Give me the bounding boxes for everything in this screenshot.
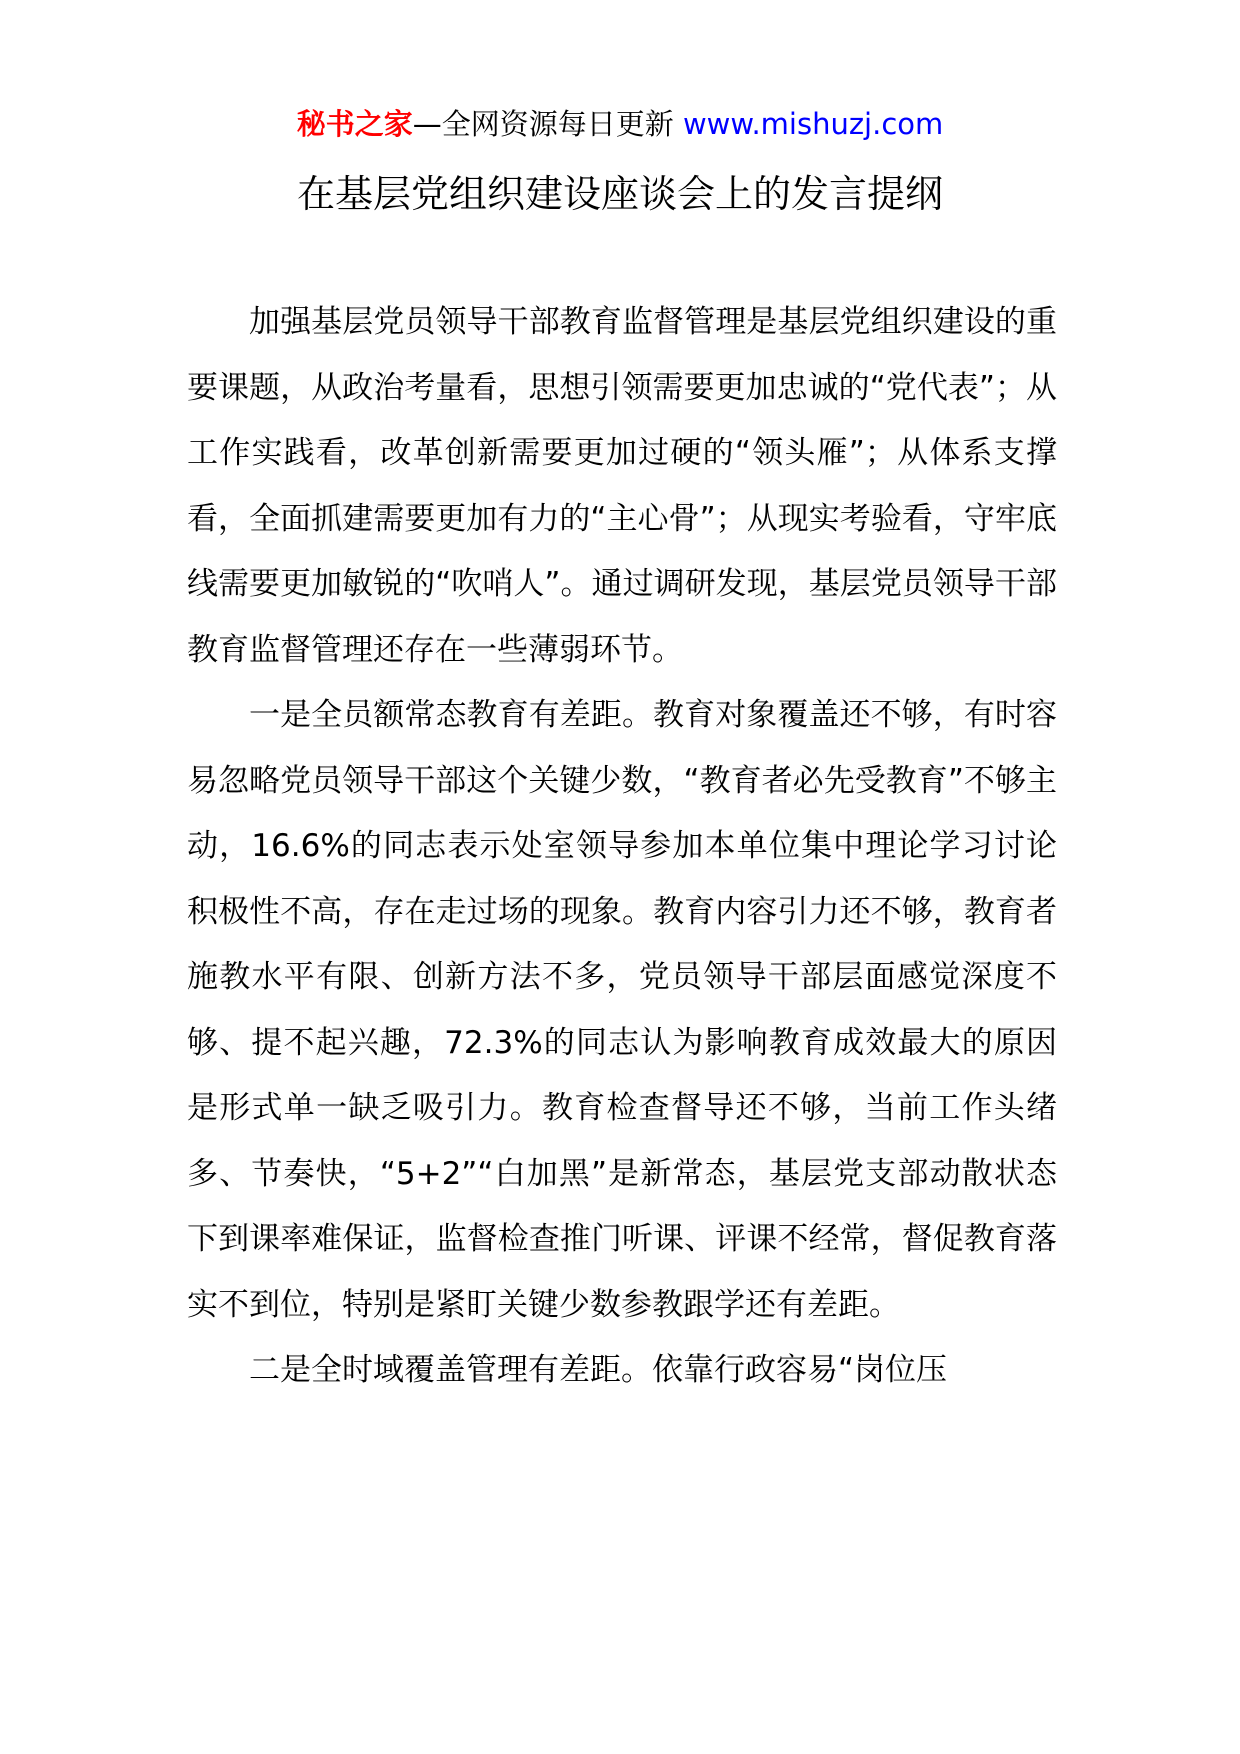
- paragraph-intro: 加强基层党员领导干部教育监督管理是基层党组织建设的重要课题，从政治考量看，思想引领需要更加忠诚的“党代表”；从工作实践看，改革创新需要更加过硬的“领头雁”；从体系支撑看，全面抓建需要更加有力的“主心骨”；从现实考验看，守牢底线需要更加敏锐的“吹哨人”。通过调研发现，基层党员领导干部教育监督管理还存在一些薄弱环节。: [187, 304, 1057, 668]
- site-url-link[interactable]: www.mishuzj.com: [682, 107, 944, 141]
- site-header: [0, 104, 1240, 144]
- document-title: 在基层党组织建设座谈会上的发言提纲: [296, 172, 943, 216]
- paragraph-point-one: 一是全员额常态教育有差距。教育对象覆盖还不够，有时容易忽略党员领导干部这个关键少数，“教育者必先受教育”不够主动，16.6%的同志表示处室领导参加本单位集中理论学习讨论积极性不高，存在走过场的现象。教育内容引力还不够，教育者施教水平有限、创新方法不多，党员领导干部层面感觉深度不够、提不起兴趣，72.3%的同志认为影响教育成效最大的原因是形式单一缺乏吸引力。教育检查督导还不够，当前工作头绪多、节奏快，“5+2”“白加黑”是新常态，基层党支部动散状态下到课率难保证，监督检查推门听课、评课不经常，督促教育落实不到位，特别是紧盯关键少数参教跟学还有差距。: [187, 697, 1057, 1323]
- brand-name: 秘书之家: [296, 107, 413, 141]
- header-tagline: —全网资源每日更新: [412, 107, 683, 141]
- paragraph-point-two: 二是全时域覆盖管理有差距。依靠行政容易“岗位压: [249, 1352, 948, 1388]
- document-body: [187, 290, 1057, 1404]
